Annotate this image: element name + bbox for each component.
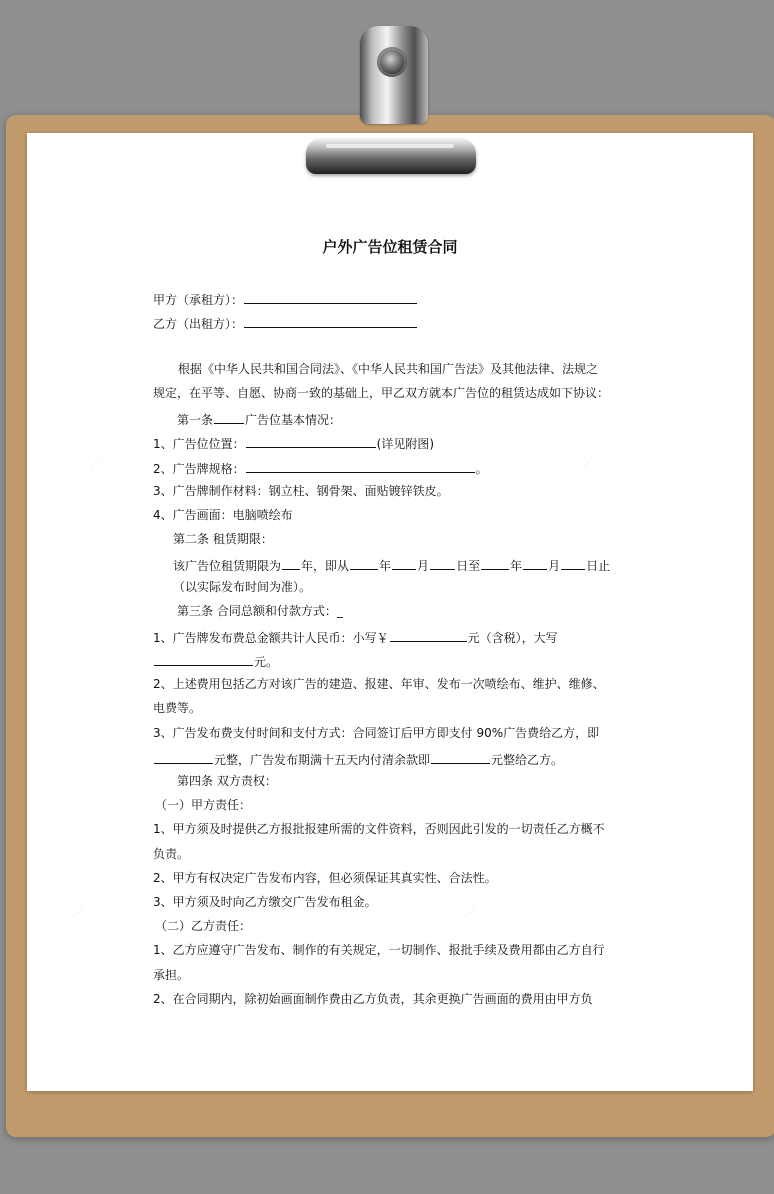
article1-heading-a: 第一条 <box>177 413 214 427</box>
item1-suffix: (详见附图) <box>376 437 435 451</box>
party-b-line <box>153 315 774 330</box>
a1-line-1: 1、甲方须及时提供乙方报批报建所需的文件资料，否则因此引发的一切责任乙方概不 <box>153 822 605 836</box>
party-a-label: 甲方（承租方）： <box>153 293 244 307</box>
watermark-1: ⋯ <box>85 452 107 474</box>
item1-line <box>153 435 774 450</box>
b1-line-2: 承担。 <box>153 968 190 982</box>
item2-label: 2、广告牌规格： <box>153 462 245 476</box>
lease-note-line: （以实际发布时间为准）。 <box>173 580 312 594</box>
b1-line-1: 1、乙方应遵守广告发布、制作的有关规定，一切制作、报批手续及费用都由乙方自行 <box>153 943 605 957</box>
lease-text-7: 月 <box>548 559 561 573</box>
lease-text-5: 日至 <box>456 559 481 573</box>
fee3-blank-2 <box>431 751 490 764</box>
binder-clip-top <box>360 26 428 124</box>
fee3-blank-1 <box>154 751 213 764</box>
lease-text-2: 年，即从 <box>301 559 350 573</box>
b2-line-1: 2、在合同期内，除初始画面制作费由乙方负责，其余更换广告画面的费用由甲方负 <box>153 992 593 1006</box>
lease-text-4: 月 <box>417 559 430 573</box>
party-b-label: 乙方（出租方）： <box>153 317 244 331</box>
fee3-text-1: 元整，广告发布期满十五天内付清余款即 <box>214 753 431 767</box>
document-body <box>27 133 753 1091</box>
watermark-2: ⋯ <box>578 452 600 474</box>
fee3-text-2: 元整给乙方。 <box>491 753 564 767</box>
article1-heading-b: 广告位基本情况： <box>245 413 342 427</box>
fee3-line-1: 3、广告发布费支付时间和支付方式：合同签订后甲方即支付 90%广告费给乙方，即 <box>153 726 600 740</box>
item2-suffix: 。 <box>475 462 488 476</box>
party-b-blank <box>244 315 417 328</box>
article1-heading <box>177 411 774 426</box>
fee1-line <box>153 629 774 644</box>
intro-line-1: 根据《中华人民共和国合同法》、《中华人民共和国广告法》及其他法律、法规之 <box>178 362 599 376</box>
party-a-resp-heading: （一）甲方责任： <box>155 798 252 812</box>
a2-line: 2、甲方有权决定广告发布内容，但必须保证其真实性、合法性。 <box>153 871 497 885</box>
lease-blank-6 <box>523 557 547 570</box>
fee1-blank-2 <box>154 653 253 666</box>
party-a-blank <box>244 291 417 304</box>
fee3-line-2 <box>153 751 774 766</box>
fee1-cont-line <box>153 653 774 668</box>
a1-line-2: 负责。 <box>153 847 190 861</box>
item2-blank <box>246 460 475 473</box>
article2-heading: 第二条 租赁期限： <box>173 532 273 546</box>
binder-clip-shine <box>326 144 454 148</box>
lease-text-8: 日止 <box>586 559 611 573</box>
party-b-resp-heading: （二）乙方责任： <box>155 919 252 933</box>
a3-line: 3、甲方须及时向乙方缴交广告发布租金。 <box>153 895 377 909</box>
fee1-blank-1 <box>390 629 467 642</box>
party-a-line <box>153 291 774 306</box>
lease-blank-7 <box>561 557 585 570</box>
intro-line-2: 规定，在平等、自愿、协商一致的基础上，甲乙双方就本广告位的租赁达成如下协议： <box>153 386 610 400</box>
lease-blank-3 <box>392 557 416 570</box>
lease-text-1: 该广告位租赁期限为 <box>173 559 282 573</box>
fee2-line-1: 2、上述费用包括乙方对该广告的建造、报建、年审、发布一次喷绘布、维护、维修、 <box>153 677 605 691</box>
item1-blank <box>246 435 376 448</box>
item1-label: 1、广告位位置： <box>153 437 245 451</box>
lease-blank-1 <box>282 557 300 570</box>
lease-blank-2 <box>350 557 378 570</box>
lease-blank-5 <box>481 557 509 570</box>
article3-heading: 第三条 合同总额和付款方式：_ <box>177 604 343 618</box>
watermark-3: ⋯ <box>67 902 89 924</box>
item3-line: 3、广告牌制作材料：钢立柱、钢骨架、面贴镀锌铁皮。 <box>153 484 449 498</box>
fee2-line-2: 电费等。 <box>153 701 202 715</box>
binder-clip-hole <box>377 47 407 77</box>
lease-text-6: 年 <box>510 559 523 573</box>
item4-line: 4、广告画面：电脑喷绘布 <box>153 508 293 522</box>
lease-term-line <box>173 557 774 572</box>
fee1-text-1: 1、广告牌发布费总金额共计人民币：小写￥ <box>153 631 389 645</box>
item2-line <box>153 460 774 475</box>
fee1-text-2: 元（含税），大写 <box>467 631 558 645</box>
document-paper <box>27 133 753 1091</box>
watermark-4: ⋯ <box>459 902 481 924</box>
article1-heading-blank <box>214 411 244 424</box>
article4-heading: 第四条 双方责权： <box>177 774 277 788</box>
fee1-text-3: 元。 <box>254 655 279 669</box>
document-title: 户外广告位租赁合同 <box>322 238 458 256</box>
binder-clip-icon <box>306 26 476 176</box>
lease-text-3: 年 <box>379 559 392 573</box>
lease-blank-4 <box>430 557 455 570</box>
